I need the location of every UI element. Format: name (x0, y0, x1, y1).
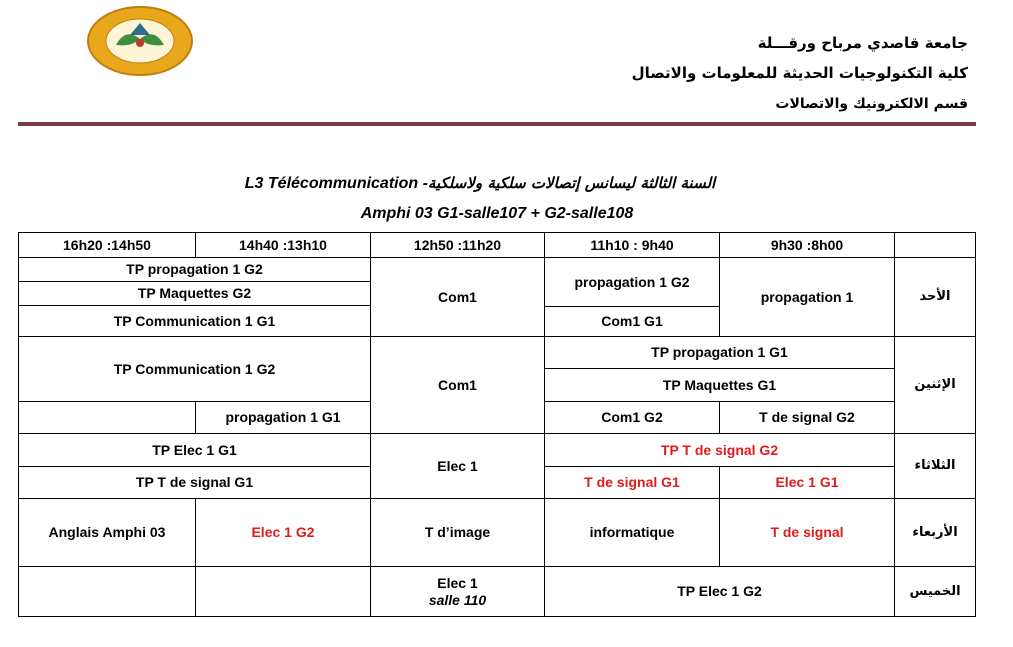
course-cell: TP propagation 1 G1 (544, 336, 895, 369)
course-cell: TP T de signal G2 (544, 433, 895, 467)
course-cell (370, 566, 545, 617)
course-cell: Com1 (370, 336, 545, 434)
day-label-monday: الإثنين (894, 336, 976, 434)
course-cell: TP T de signal G1 (18, 466, 371, 499)
course-cell: Elec 1 G1 (719, 466, 895, 499)
title-french: L3 Télécommunication - (244, 175, 428, 192)
time-slot-header: 16h20 :14h50 (18, 232, 196, 258)
course-cell: Com1 G1 (544, 306, 720, 337)
page-title (200, 174, 760, 193)
empty-cell (18, 566, 196, 617)
course-cell: T de signal G2 (719, 401, 895, 434)
course-cell: TP Communication 1 G1 (18, 305, 371, 337)
empty-cell (18, 401, 196, 434)
empty-cell (195, 566, 371, 617)
course-cell: Elec 1 G2 (195, 498, 371, 567)
course-cell: TP Maquettes G1 (544, 368, 895, 402)
course-cell: Com1 (370, 257, 545, 337)
time-slot-header: 9h30 :8h00 (719, 232, 895, 258)
course-cell: propagation 1 (719, 257, 895, 337)
course-cell: propagation 1 G1 (195, 401, 371, 434)
course-name: Elec 1 (437, 574, 478, 591)
course-cell: propagation 1 G2 (544, 257, 720, 307)
department-name: قسم الالكترونيك والاتصالات (775, 96, 968, 112)
course-cell: TP propagation 1 G2 (18, 257, 371, 282)
title-arabic: السنة الثالثة ليسانس إتصالات سلكية ولاسلكية (427, 174, 716, 192)
course-cell: Elec 1 (370, 433, 545, 499)
course-cell: TP Elec 1 G1 (18, 433, 371, 467)
day-label-wednesday: الأربعاء (894, 498, 976, 567)
course-cell: informatique (544, 498, 720, 567)
time-slot-header: 11h10 : 9h40 (544, 232, 720, 258)
day-header-blank (894, 232, 976, 258)
course-cell: TP Maquettes G2 (18, 281, 371, 306)
course-cell: T d’image (370, 498, 545, 567)
time-slot-header: 12h50 :11h20 (370, 232, 545, 258)
page-subtitle: Amphi 03 G1-salle107 + G2-salle108 (360, 205, 634, 222)
faculty-name: كلية التكنولوجيات الحديثة للمعلومات والاتصال (631, 64, 968, 82)
university-logo (86, 5, 194, 77)
time-slot-header: 14h40 :13h10 (195, 232, 371, 258)
course-cell: Anglais Amphi 03 (18, 498, 196, 567)
course-cell: T de signal (719, 498, 895, 567)
university-name: جامعة قاصدي مرباح ورقـــلة (757, 34, 968, 52)
day-label-tuesday: الثلاثاء (894, 433, 976, 499)
header-divider (18, 122, 976, 126)
course-cell: Com1 G2 (544, 401, 720, 434)
course-cell: T de signal G1 (544, 466, 720, 499)
day-label-thursday: الخميس (894, 566, 976, 617)
course-room: salle 110 (428, 591, 487, 608)
course-cell: TP Elec 1 G2 (544, 566, 895, 617)
course-cell: TP Communication 1 G2 (18, 336, 371, 402)
day-label-sunday: الأحد (894, 257, 976, 337)
